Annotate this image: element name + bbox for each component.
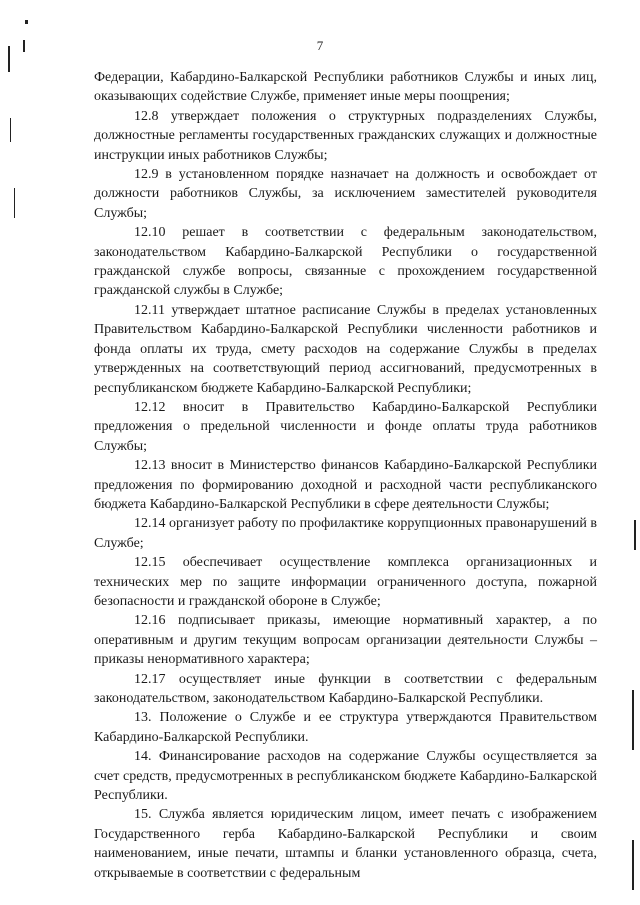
paragraph: 12.16 подписывает приказы, имеющие нормативный характер, а по оперативным и другим текущим вопросам организации деятельности Службы – приказы ненормативного характера; bbox=[94, 613, 597, 668]
scan-mark bbox=[632, 840, 634, 890]
scan-mark bbox=[25, 20, 28, 24]
page-number: 7 bbox=[316, 38, 324, 53]
paragraph: 12.8 утверждает положения о структурных подразделениях Службы, должностные регламенты государственных гражданских служащих и должностные инструкции иных работников Службы; bbox=[94, 108, 597, 163]
paragraph: 12.15 обеспечивает осуществление комплекса организационных и технических мер по защите информации ограниченного доступа, пожарной безопасности и гражданской обороне в Службе; bbox=[94, 555, 597, 609]
paragraph: 14. Финансирование расходов на содержание Службы осуществляется за счет средств, предусмотренных в республиканском бюджете Кабардино-Балкарской Республики. bbox=[94, 749, 597, 804]
scan-mark bbox=[14, 188, 15, 218]
paragraph: 12.9 в установленном порядке назначает на должность и освобождает от должности работников Службы, за исключением заместителей руководителя Службы; bbox=[94, 167, 597, 221]
paragraph: 12.17 осуществляет иные функции в соответствии с федеральным законодательством, законодательством Кабардино-Балкарской Республики. bbox=[94, 671, 597, 706]
scan-mark bbox=[634, 520, 636, 550]
paragraph: 15. Служба является юридическим лицом, имеет печать с изображением Государственного герба Кабардино-Балкарской Республики и своим наименованием, иные печати, штампы и бланки установленного образца, счета, открываемые в соответствии с федеральным bbox=[94, 807, 597, 881]
paragraph: 12.11 утверждает штатное расписание Службы в пределах установленных Правительством Кабардино-Балкарской Республики численности работников и фонда оплаты их труда, смету расходов на содержание Службы в пределах утвержденных на соответствующий период ассигнований, предусмотренных в республиканском бюджете Кабардино-Балкарской Республики; bbox=[94, 302, 597, 396]
paragraph: Федерации, Кабардино-Балкарской Республики работников Службы и иных лиц, оказывающих содействие Службе, применяет иные меры поощрения; bbox=[94, 70, 597, 105]
paragraph: 12.14 организует работу по профилактике коррупционных правонарушений в Службе; bbox=[94, 516, 597, 551]
scan-mark bbox=[632, 690, 634, 750]
document-body bbox=[94, 68, 597, 883]
paragraph: 12.12 вносит в Правительство Кабардино-Балкарской Республики предложения о предельной численности и фонде оплаты труда работников Службы; bbox=[94, 399, 597, 454]
scan-mark bbox=[10, 118, 11, 142]
paragraph: 12.10 решает в соответствии с федеральным законодательством, законодательством Кабардино-Балкарской Республики о государственной гражданской службе вопросы, связанные с прохождением государственной гражданской службы в Службе; bbox=[94, 225, 597, 299]
paragraph: 13. Положение о Службе и ее структура утверждаются Правительством Кабардино-Балкарской Республики. bbox=[94, 710, 597, 745]
paragraph: 12.13 вносит в Министерство финансов Кабардино-Балкарской Республики предложения по формированию доходной и расходной части республиканского бюджета Кабардино-Балкарской Республики в сфере деятельности Службы; bbox=[94, 458, 597, 512]
